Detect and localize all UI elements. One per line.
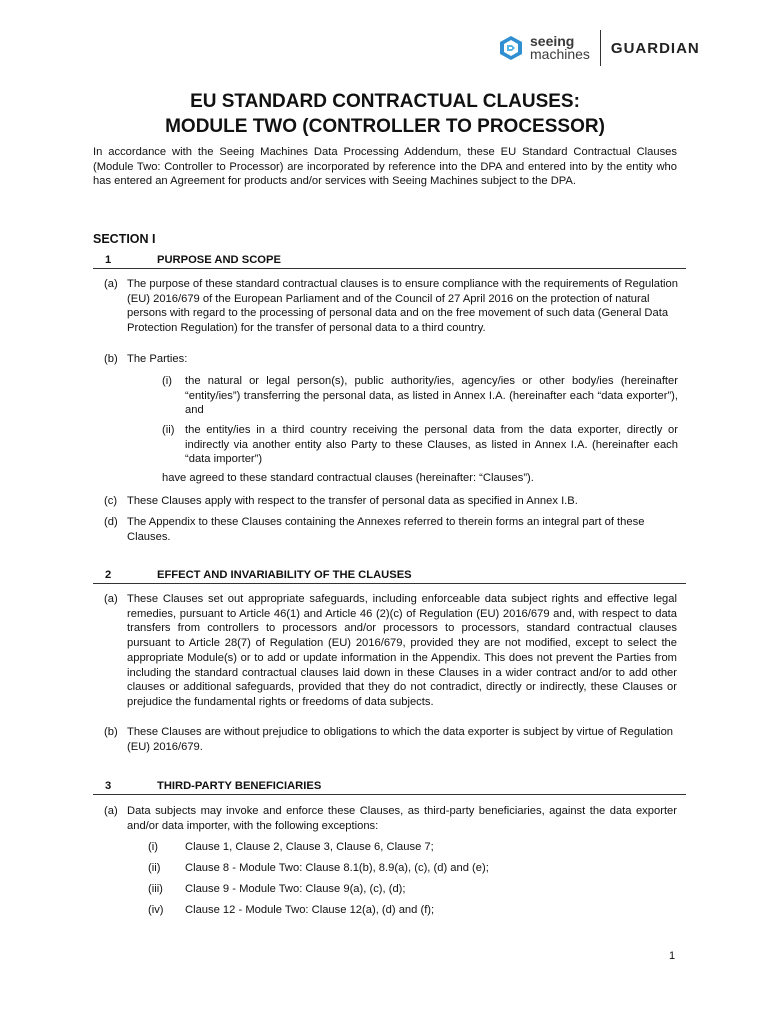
brand-line-1: seeing xyxy=(530,33,575,49)
clause-1-b-ii-marker: (ii) xyxy=(162,424,175,436)
clause-3-item-text: Clause 8 - Module Two: Clause 8.1(b), 8.9(a), (c), (d) and (e); xyxy=(185,862,489,874)
clause-2-heading xyxy=(93,569,686,584)
clause-2-title: EFFECT AND INVARIABILITY OF THE CLAUSES xyxy=(157,569,412,581)
clause-1-heading xyxy=(93,254,686,269)
logo-divider xyxy=(600,30,601,66)
seeing-machines-logo-icon xyxy=(498,35,524,61)
clause-1-title: PURPOSE AND SCOPE xyxy=(157,254,281,266)
clause-3-item-text: Clause 1, Clause 2, Clause 3, Clause 6, Clause 7; xyxy=(185,841,434,853)
product-name: GUARDIAN xyxy=(610,39,700,57)
clause-2-b-text: These Clauses are without prejudice to obligations to which the data exporter is subject by virtue of Regulation (EU) 2016/679. xyxy=(127,726,674,753)
clause-1-c-marker: (c) xyxy=(104,495,118,507)
clause-1-b-ii-text: the entity/ies in a third country receiving the personal data from the data exporter, directly or indirectly via another entity also Party to these Clauses, as listed in Annex I.A. (hereinafter each “data importer”) xyxy=(185,424,678,466)
clause-3-heading xyxy=(93,780,686,795)
clause-3-number: 3 xyxy=(105,780,112,792)
clause-1-c-text: These Clauses apply with respect to the transfer of personal data as specified in Annex I.B. xyxy=(127,495,578,507)
clause-3-item-text: Clause 12 - Module Two: Clause 12(a), (d) and (f); xyxy=(185,904,435,916)
clause-2-b-marker: (b) xyxy=(104,726,118,738)
clause-3-item-marker: (ii) xyxy=(148,862,161,874)
clause-3-a-marker: (a) xyxy=(104,805,118,817)
clause-1-a-text: The purpose of these standard contractual clauses is to ensure compliance with the requirements of Regulation (EU) 2016/679 of the European Parliament and of the Council of 27 April 2016 on the protection of natural persons with regard to the processing of personal data and on the free movement of such data (General Data Protection Regulation) for the transfer of personal data to a third country. xyxy=(127,278,678,335)
clause-1-d-text: The Appendix to these Clauses containing the Annexes referred to therein forms an integral part of these Clauses. xyxy=(127,516,645,543)
clause-1-b-text: The Parties: xyxy=(127,353,188,365)
clause-3-title: THIRD-PARTY BENEFICIARIES xyxy=(157,780,322,792)
clause-1-a-marker: (a) xyxy=(104,278,118,290)
clause-3-item-marker: (iv) xyxy=(148,904,164,916)
header-logo xyxy=(498,30,700,66)
clause-1-b-after: have agreed to these standard contractual clauses (hereinafter: “Clauses”). xyxy=(162,472,534,484)
clause-1-b-marker: (b) xyxy=(104,353,118,365)
clause-3-item-marker: (iii) xyxy=(148,883,163,895)
document-title xyxy=(0,89,770,139)
brand-wordmark xyxy=(530,35,590,61)
title-line-1: EU STANDARD CONTRACTUAL CLAUSES: xyxy=(190,91,580,112)
clause-1-b-i-marker: (i) xyxy=(162,375,172,387)
clause-1-d-marker: (d) xyxy=(104,516,118,528)
page-number: 1 xyxy=(669,950,676,962)
brand-line-2: machines xyxy=(530,46,590,62)
title-line-2: MODULE TWO (CONTROLLER TO PROCESSOR) xyxy=(165,116,605,137)
clause-3-item-marker: (i) xyxy=(148,841,158,853)
clause-2-a-text: These Clauses set out appropriate safeguards, including enforceable data subject rights and effective legal remedies, pursuant to Article 46(1) and Article 46 (2)(c) of Regulation (EU) 2016/679 and, with respect to data transfers from controllers to processors and/or processors to processors, standard contractual clauses pursuant to Article 28(7) of Regulation (EU) 2016/679, provided they are not modified, except to select the appropriate Module(s) or to add or update information in the Appendix. This does not prevent the Parties from including the standard contractual clauses laid down in these Clauses in a wider contract and/or to add other clauses or additional safeguards, provided that they do not contradict, directly or indirectly, these Clauses or prejudice the fundamental rights or freedoms of data subjects. xyxy=(127,593,677,708)
clause-2-a-marker: (a) xyxy=(104,593,118,605)
clause-2-number: 2 xyxy=(105,569,112,581)
clause-1-b-i-text: the natural or legal person(s), public authority/ies, agency/ies or other body/ies (hereinafter “entity/ies”) transferring the personal data, as listed in Annex I.A. (hereinafter each “data exporter”), and xyxy=(185,375,678,417)
clause-3-item-text: Clause 9 - Module Two: Clause 9(a), (c), (d); xyxy=(185,883,406,895)
clause-3-a-text: Data subjects may invoke and enforce these Clauses, as third-party beneficiaries, against the data exporter and/or data importer, with the following exceptions: xyxy=(127,805,677,832)
clause-1-number: 1 xyxy=(105,254,112,266)
intro-paragraph: In accordance with the Seeing Machines Data Processing Addendum, these EU Standard Contractual Clauses (Module Two: Controller to Processor) are incorporated by reference into the DPA and entered into by the entity who has entered an Agreement for products and/or services with Seeing Machines subject to the DPA. xyxy=(93,146,677,188)
section-title: SECTION I xyxy=(93,232,156,246)
